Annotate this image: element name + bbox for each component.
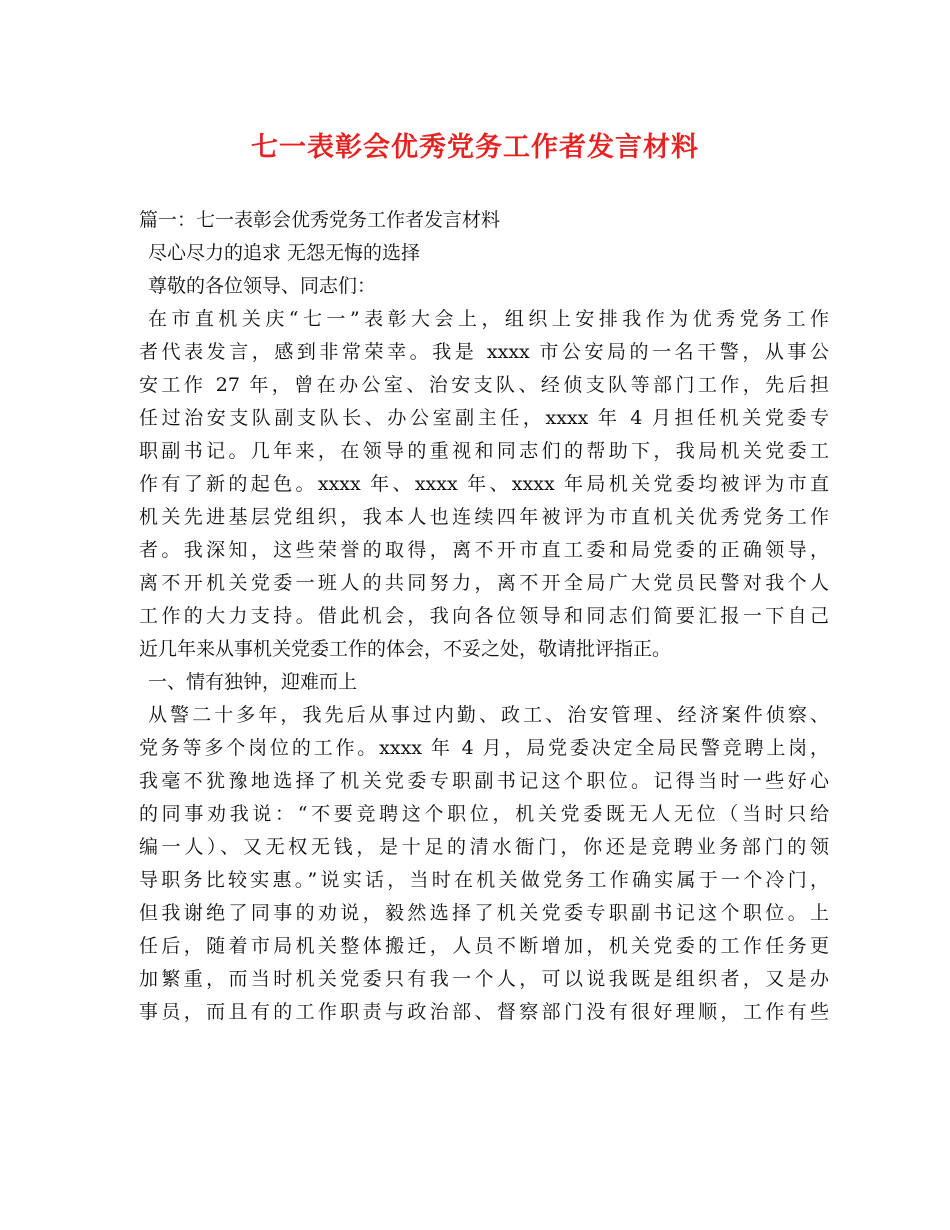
text-line: 编一人）、又无权无钱，是十足的清水衙门，你还是竞聘业务部门的领 [139,836,829,858]
text-line: 任后，随着市局机关整体搬迁，人员不断增加，机关党委的工作任务更 [139,935,829,957]
text-line: 尊敬的各位领导、同志们： [148,275,377,297]
text-line: 任过治安支队副支队长、办公室副主任，xxxx 年 4 月担任机关党委专 [139,407,829,429]
text-line: 安工作 27 年，曾在办公室、治安支队、经侦支队等部门工作，先后担 [139,374,829,396]
text-line: 职副书记。几年来，在领导的重视和同志们的帮助下，我局机关党委工 [139,440,829,462]
text-line: 党务等多个岗位的工作。xxxx 年 4 月，局党委决定全局民警竞聘上岗， [139,737,829,759]
text-line: 事员，而且有的工作职责与政治部、督察部门没有很好理顺，工作有些 [139,1001,829,1023]
document-body [139,204,829,1029]
text-line: 离不开机关党委一班人的共同努力，离不开全局广大党员民警对我个人 [139,572,829,594]
text-line: 在市直机关庆“七一”表彰大会上，组织上安排我作为优秀党务工作 [148,308,829,330]
text-line: 者。我深知，这些荣誉的取得，离不开市直工委和局党委的正确领导， [139,539,829,561]
text-line: 篇一：七一表彰会优秀党务工作者发言材料 [139,209,501,231]
text-line: 但我谢绝了同事的劝说，毅然选择了机关党委专职副书记这个职位。上 [139,902,829,924]
text-line: 我毫不犹豫地选择了机关党委专职副书记这个职位。记得当时一些好心 [139,770,829,792]
text-line: 工作的大力支持。借此机会，我向各位领导和同志们简要汇报一下自己 [139,605,829,627]
text-line: 的同事劝我说：“不要竞聘这个职位，机关党委既无人无位（当时只给 [139,803,829,825]
text-line: 机关先进基层党组织，我本人也连续四年被评为市直机关优秀党务工作 [139,506,829,528]
section-heading: 一、情有独钟，迎难而上 [148,671,358,693]
text-line: 导职务比较实惠。”说实话，当时在机关做党务工作确实属于一个冷门， [139,869,829,891]
text-line: 作有了新的起色。xxxx 年、xxxx 年、xxxx 年局机关党委均被评为市直 [139,473,829,495]
text-line: 加繁重，而当时机关党委只有我一个人，可以说我既是组织者，又是办 [139,968,829,990]
document-title: 七一表彰会优秀党务工作者发言材料 [251,132,699,163]
text-line: 近几年来从事机关党委工作的体会，不妥之处，敬请批评指正。 [139,638,672,660]
text-line: 者代表发言，感到非常荣幸。我是 xxxx 市公安局的一名干警，从事公 [139,341,829,363]
text-line: 从警二十多年，我先后从事过内勤、政工、治安管理、经济案件侦察、 [148,704,829,726]
text-line: 尽心尽力的追求 无怨无悔的选择 [148,242,421,264]
